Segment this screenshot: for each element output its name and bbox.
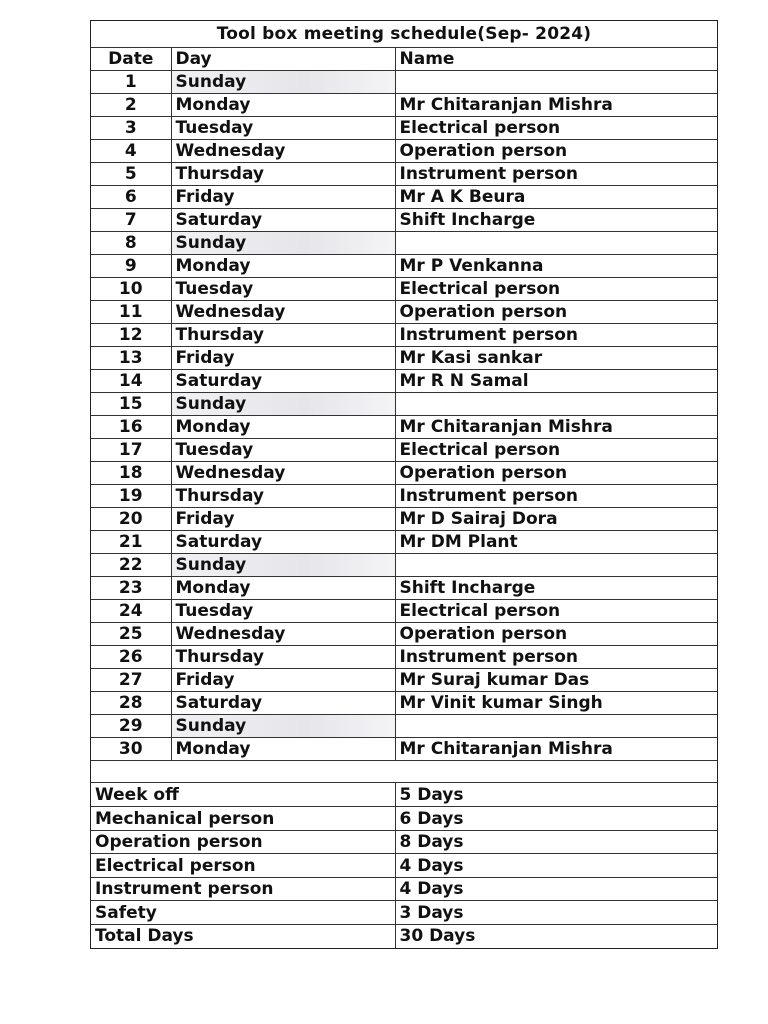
summary-value: 6 Days [395,807,717,831]
date-cell: 26 [91,646,171,669]
table-row [91,623,717,646]
date-cell: 14 [91,370,171,393]
name-cell: Instrument person [395,646,717,669]
table-row [91,255,717,278]
day-cell: Tuesday [171,278,395,301]
day-cell: Friday [171,508,395,531]
summary-value: 4 Days [395,877,717,901]
name-cell: Mr D Sairaj Dora [395,508,717,531]
name-cell: Mr DM Plant [395,531,717,554]
name-cell: Electrical person [395,600,717,623]
summary-body [91,783,717,948]
table-row [91,669,717,692]
summary-row [91,877,717,901]
date-cell: 29 [91,715,171,738]
name-cell: Shift Incharge [395,209,717,232]
day-cell: Tuesday [171,439,395,462]
date-cell: 17 [91,439,171,462]
summary-label: Week off [91,783,395,807]
summary-row [91,783,717,807]
day-cell: Sunday [171,71,395,94]
summary-label: Mechanical person [91,807,395,831]
date-cell: 16 [91,416,171,439]
day-cell: Monday [171,94,395,117]
table-row [91,416,717,439]
table-row [91,370,717,393]
spacer-row [91,761,717,783]
table-row [91,600,717,623]
table-row [91,186,717,209]
day-cell: Saturday [171,209,395,232]
table-row [91,324,717,347]
date-cell: 2 [91,94,171,117]
date-cell: 27 [91,669,171,692]
name-cell: Electrical person [395,439,717,462]
name-cell [395,715,717,738]
table-row [91,232,717,255]
date-cell: 20 [91,508,171,531]
spacer-cell [171,761,395,783]
day-cell: Tuesday [171,117,395,140]
day-cell: Tuesday [171,600,395,623]
summary-value: 8 Days [395,830,717,854]
day-cell: Thursday [171,485,395,508]
date-cell: 28 [91,692,171,715]
day-cell: Saturday [171,692,395,715]
date-cell: 21 [91,531,171,554]
table-row [91,738,717,761]
date-cell: 5 [91,163,171,186]
table-row [91,301,717,324]
spacer-cell [395,761,717,783]
schedule-sheet [90,20,718,949]
table-row [91,646,717,669]
day-cell: Sunday [171,715,395,738]
day-cell: Sunday [171,554,395,577]
day-cell: Saturday [171,531,395,554]
table-row [91,71,717,94]
name-cell: Instrument person [395,324,717,347]
date-cell: 6 [91,186,171,209]
date-cell: 7 [91,209,171,232]
date-cell: 1 [91,71,171,94]
summary-label: Total Days [91,924,395,948]
summary-label: Instrument person [91,877,395,901]
day-cell: Wednesday [171,462,395,485]
name-cell [395,71,717,94]
date-cell: 13 [91,347,171,370]
date-cell: 4 [91,140,171,163]
table-row [91,347,717,370]
name-cell [395,554,717,577]
schedule-body [91,71,717,761]
table-row [91,140,717,163]
day-cell: Monday [171,738,395,761]
table-row [91,692,717,715]
day-cell: Wednesday [171,140,395,163]
date-cell: 30 [91,738,171,761]
summary-label: Safety [91,901,395,925]
name-cell: Instrument person [395,163,717,186]
date-cell: 25 [91,623,171,646]
day-cell: Thursday [171,646,395,669]
day-cell: Wednesday [171,301,395,324]
header-date: Date [91,48,171,71]
day-cell: Monday [171,577,395,600]
name-cell: Electrical person [395,117,717,140]
date-cell: 15 [91,393,171,416]
name-cell: Mr Vinit kumar Singh [395,692,717,715]
name-cell: Instrument person [395,485,717,508]
name-cell: Operation person [395,301,717,324]
name-cell: Mr A K Beura [395,186,717,209]
name-cell: Electrical person [395,278,717,301]
table-row [91,209,717,232]
summary-row [91,901,717,925]
date-cell: 8 [91,232,171,255]
table-row [91,531,717,554]
date-cell: 9 [91,255,171,278]
spacer-cell [91,761,171,783]
date-cell: 10 [91,278,171,301]
date-cell: 11 [91,301,171,324]
date-cell: 19 [91,485,171,508]
table-row [91,508,717,531]
table-row [91,577,717,600]
table-row [91,462,717,485]
date-cell: 24 [91,600,171,623]
summary-value: 4 Days [395,854,717,878]
summary-row [91,924,717,948]
summary-value: 3 Days [395,901,717,925]
day-cell: Friday [171,669,395,692]
name-cell: Operation person [395,140,717,163]
day-cell: Saturday [171,370,395,393]
header-day: Day [171,48,395,71]
summary-table [91,783,717,948]
name-cell: Mr P Venkanna [395,255,717,278]
name-cell: Shift Incharge [395,577,717,600]
table-row [91,554,717,577]
table-row [91,485,717,508]
header-name: Name [395,48,717,71]
name-cell: Operation person [395,623,717,646]
name-cell: Mr Chitaranjan Mishra [395,416,717,439]
day-cell: Monday [171,416,395,439]
summary-row [91,807,717,831]
day-cell: Monday [171,255,395,278]
name-cell [395,232,717,255]
date-cell: 23 [91,577,171,600]
table-row [91,163,717,186]
table-row [91,715,717,738]
summary-row [91,854,717,878]
schedule-table [91,48,717,783]
day-cell: Sunday [171,232,395,255]
table-row [91,117,717,140]
day-cell: Sunday [171,393,395,416]
name-cell: Operation person [395,462,717,485]
summary-value: 30 Days [399,926,476,947]
day-cell: Thursday [171,324,395,347]
name-cell: Mr Chitaranjan Mishra [395,738,717,761]
date-cell: 3 [91,117,171,140]
name-cell: Mr Kasi sankar [395,347,717,370]
date-cell: 22 [91,554,171,577]
summary-label: Electrical person [91,854,395,878]
summary-row [91,830,717,854]
summary-value: 5 Days [395,783,717,807]
day-cell: Friday [171,186,395,209]
header-row [91,48,717,71]
name-cell: Mr Suraj kumar Das [395,669,717,692]
date-cell: 12 [91,324,171,347]
day-cell: Wednesday [171,623,395,646]
schedule-title: Tool box meeting schedule(Sep- 2024) [91,21,717,48]
table-row [91,393,717,416]
table-row [91,439,717,462]
day-cell: Friday [171,347,395,370]
table-row [91,94,717,117]
table-row [91,278,717,301]
summary-label: Operation person [91,830,395,854]
day-cell: Thursday [171,163,395,186]
date-cell: 18 [91,462,171,485]
name-cell: Mr R N Samal [395,370,717,393]
name-cell [395,393,717,416]
name-cell: Mr Chitaranjan Mishra [395,94,717,117]
